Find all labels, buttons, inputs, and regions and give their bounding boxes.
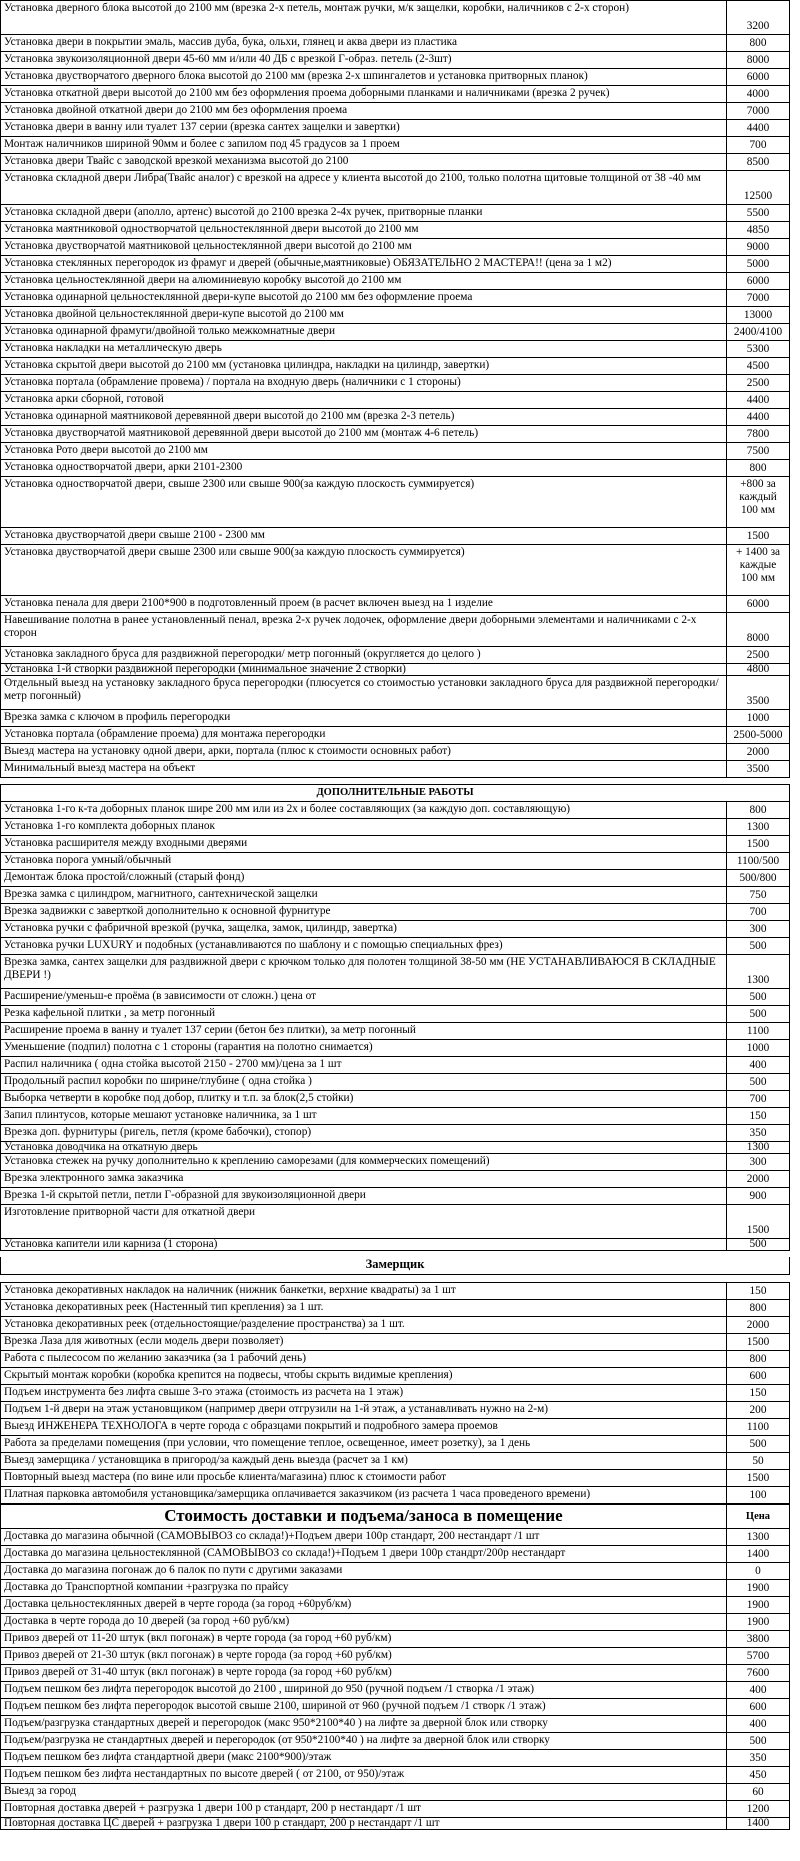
table-row xyxy=(1,938,790,955)
service-name: Повторная доставка ЦС дверей + разгрузка 1 двери 100 р стандарт, 200 р нестандарт /1 шт xyxy=(1,1817,727,1829)
service-price: 2500-5000 xyxy=(727,727,790,744)
service-name: Установка двустворчатой двери свыше 2100 - 2300 мм xyxy=(1,528,727,545)
service-price: 800 xyxy=(727,460,790,477)
table-row xyxy=(1,477,790,528)
service-name: Подъем/разгрузка стандартных дверей и перегородок (макс 950*2100*40 ) на лифте за дверной блок или створку xyxy=(1,1715,727,1732)
table-row xyxy=(1,409,790,426)
service-name: Установка звукоизоляционной двери 45-60 мм и/или 40 ДБ с врезкой Г-образ. петель (2-3шт) xyxy=(1,52,727,69)
table-row xyxy=(1,1766,790,1783)
table-row xyxy=(1,460,790,477)
service-price: 2400/4100 xyxy=(727,324,790,341)
service-name: Установка пенала для двери 2100*900 в подготовленный проем (в расчет включен выезд на 1 изделие xyxy=(1,596,727,613)
table-row xyxy=(1,1091,790,1108)
table-row xyxy=(1,1562,790,1579)
service-price: 1900 xyxy=(727,1596,790,1613)
table-row xyxy=(1,836,790,853)
service-price: 1400 xyxy=(727,1817,790,1829)
table-row xyxy=(1,1171,790,1188)
service-price: 150 xyxy=(727,1282,790,1299)
service-name: Доставка до магазина цельностеклянной (САМОВЫВОЗ со склада!)+Подъем 1 двери 100р стандрт/200р нестандарт xyxy=(1,1545,727,1562)
service-name: Выезд ИНЖЕНЕРА ТЕХНОЛОГА в черте города с образцами покрытий и подробного замера проемов xyxy=(1,1418,727,1435)
table-row xyxy=(1,921,790,938)
service-price: + 1400 за каждые 100 мм xyxy=(727,545,790,596)
service-name: Врезка замка, сантех защелки для раздвижной двери с крючком только для полотен толщиной 38-50 мм (НЕ УСТАНАВЛИВАЮСЯ В СКЛАДНЫЕ ДВЕРИ !) xyxy=(1,955,727,989)
service-price: 500 xyxy=(727,938,790,955)
service-price: 1500 xyxy=(727,1333,790,1350)
service-name: Распил наличника ( одна стойка высотой 2150 - 2700 мм)/цена за 1 шт xyxy=(1,1057,727,1074)
service-price: 1500 xyxy=(727,528,790,545)
service-name: Врезка Лаза для животных (если модель двери позволяет) xyxy=(1,1333,727,1350)
table-row xyxy=(1,1350,790,1367)
service-name: Подъем 1-й двери на этаж установщиком (например двери отгрузили на 1-й этаж, а устанавливать нужно на 2-м) xyxy=(1,1401,727,1418)
service-price: 5700 xyxy=(727,1647,790,1664)
table-row xyxy=(1,904,790,921)
service-price: 5500 xyxy=(727,205,790,222)
table-row xyxy=(1,222,790,239)
service-price: 400 xyxy=(727,1057,790,1074)
table-row xyxy=(1,1579,790,1596)
service-name: Врезка замка с цилиндром, магнитного, сантехнической защелки xyxy=(1,887,727,904)
service-name: Повторная доставка дверей + разгрузка 1 двери 100 р стандарт, 200 р нестандарт /1 шт xyxy=(1,1800,727,1817)
table-row xyxy=(1,1282,790,1299)
table-row xyxy=(1,205,790,222)
service-name: Продольный распил коробки по ширине/глубине ( одна стойка ) xyxy=(1,1074,727,1091)
service-price: 8000 xyxy=(727,613,790,647)
table-row xyxy=(1,1749,790,1766)
service-price: 8000 xyxy=(727,52,790,69)
table-row xyxy=(1,710,790,727)
service-name: Установка двустворчатого дверного блока высотой до 2100 мм (врезка 2-х шпингалетов и установка притворных планок) xyxy=(1,69,727,86)
table-row xyxy=(1,256,790,273)
table-row xyxy=(1,545,790,596)
table-row xyxy=(1,727,790,744)
service-price: 6000 xyxy=(727,273,790,290)
service-price: 4500 xyxy=(727,358,790,375)
service-price: 2500 xyxy=(727,647,790,664)
service-name: Доставка цельностеклянных дверей в черте города (за город +60руб/км) xyxy=(1,1596,727,1613)
table-row xyxy=(1,52,790,69)
service-price: 4400 xyxy=(727,120,790,137)
service-price: 1100 xyxy=(727,1418,790,1435)
service-name: Установка двустворчатой маятниковой деревянной двери высотой до 2100 мм (монтаж 4-6 петель) xyxy=(1,426,727,443)
service-price: 1300 xyxy=(727,819,790,836)
table-row xyxy=(1,1188,790,1205)
measurer-table xyxy=(0,1257,790,1504)
service-price: 500 xyxy=(727,1006,790,1023)
service-name: Привоз дверей от 21-30 штук (вкл погонаж) в черте города (за город +60 руб/км) xyxy=(1,1647,727,1664)
table-row xyxy=(1,120,790,137)
service-price: 3500 xyxy=(727,676,790,710)
service-name: Запил плинтусов, которые мешают установке наличника, за 1 шт xyxy=(1,1108,727,1125)
service-price: 500 xyxy=(727,989,790,1006)
table-row xyxy=(1,137,790,154)
service-name: Установка двустворчатой двери свыше 2300 или свыше 900(за каждую плоскость суммируется) xyxy=(1,545,727,596)
table-row xyxy=(1,1384,790,1401)
service-price: 13000 xyxy=(727,307,790,324)
service-price: 1000 xyxy=(727,710,790,727)
service-name: Установка складной двери Либра(Твайс аналог) с врезкой на адресе у клиента высотой до 2100, только полотна щитовые толщиной от 38 -40 мм xyxy=(1,171,727,205)
table-row xyxy=(1,154,790,171)
table-row xyxy=(1,1486,790,1503)
service-price: 4850 xyxy=(727,222,790,239)
service-price: 50 xyxy=(727,1452,790,1469)
service-name: Установка маятниковой одностворчатой цельностеклянной двери высотой до 2100 мм xyxy=(1,222,727,239)
service-price: 4400 xyxy=(727,392,790,409)
service-name: Установка одинарной маятниковой деревянной двери высотой до 2100 мм (врезка 2-3 петель) xyxy=(1,409,727,426)
service-price: 60 xyxy=(727,1783,790,1800)
service-price: 1500 xyxy=(727,1205,790,1239)
table-row xyxy=(1,802,790,819)
table-row xyxy=(1,1316,790,1333)
service-name: Платная парковка автомобиля установщика/замерщика оплачивается заказчиком (из расчета 1 часа проведеного времени) xyxy=(1,1486,727,1503)
service-name: Отдельный выезд на установку закладного бруса перегородки (плюсуется со стоимостью установки закладного бруса для раздвижной перегородки/ метр погонный) xyxy=(1,676,727,710)
table-row xyxy=(1,853,790,870)
table-row xyxy=(1,1142,790,1154)
service-price: 700 xyxy=(727,1091,790,1108)
service-price: 12500 xyxy=(727,171,790,205)
table-row xyxy=(1,1715,790,1732)
service-name: Установка скрытой двери высотой до 2100 мм (установка цилиндра, накладки на цилиндр, завертки) xyxy=(1,358,727,375)
service-price: 7000 xyxy=(727,103,790,120)
service-price: 200 xyxy=(727,1401,790,1418)
service-name: Работа с пылесосом по желанию заказчика (за 1 рабочий день) xyxy=(1,1350,727,1367)
table-row xyxy=(1,1401,790,1418)
table-row xyxy=(1,341,790,358)
main-works-table xyxy=(0,0,790,778)
table-row xyxy=(1,989,790,1006)
service-name: Врезка доп. фурнитуры (ригель, петля (кроме бабочки), стопор) xyxy=(1,1125,727,1142)
table-row xyxy=(1,239,790,256)
service-price: 3500 xyxy=(727,761,790,778)
service-name: Привоз дверей от 31-40 штук (вкл погонаж) в черте города (за город +60 руб/км) xyxy=(1,1664,727,1681)
table-row xyxy=(1,375,790,392)
table-row xyxy=(1,676,790,710)
service-name: Расширение/уменьш-е проёма (в зависимости от сложн.) цена от xyxy=(1,989,727,1006)
service-name: Установка 1-й створки раздвижной перегородки (минимальное значение 2 створки) xyxy=(1,664,727,676)
service-price: 2000 xyxy=(727,1316,790,1333)
service-name: Врезка электронного замка заказчика xyxy=(1,1171,727,1188)
service-name: Привоз дверей от 11-20 штук (вкл погонаж) в черте города (за город +60 руб/км) xyxy=(1,1630,727,1647)
service-price: 350 xyxy=(727,1125,790,1142)
service-name: Доставка в черте города до 10 дверей (за город +60 руб/км) xyxy=(1,1613,727,1630)
service-price: 350 xyxy=(727,1749,790,1766)
table-row xyxy=(1,69,790,86)
table-row xyxy=(1,392,790,409)
service-price: 500 xyxy=(727,1239,790,1251)
service-price: 4000 xyxy=(727,86,790,103)
service-price: 800 xyxy=(727,1299,790,1316)
service-price: 1400 xyxy=(727,1545,790,1562)
service-name: Изготовление притворной части для откатной двери xyxy=(1,1205,727,1239)
service-name: Установка двери в ванну или туалет 137 серии (врезка сантех защелки и завертки) xyxy=(1,120,727,137)
service-price: 3800 xyxy=(727,1630,790,1647)
table-row xyxy=(1,35,790,52)
service-name: Выезд замерщика / установщика в пригород/за каждый день выезда (расчет за 1 км) xyxy=(1,1452,727,1469)
service-name: Доставка до Транспортной компании +разгрузка по прайсу xyxy=(1,1579,727,1596)
table-row xyxy=(1,955,790,989)
service-price: 6000 xyxy=(727,69,790,86)
service-name: Выезд мастера на установку одной двери, арки, портала (плюс к стоимости основных работ) xyxy=(1,744,727,761)
table-row xyxy=(1,1435,790,1452)
service-price: 5300 xyxy=(727,341,790,358)
service-name: Резка кафельной плитки , за метр погонный xyxy=(1,1006,727,1023)
service-price: 1300 xyxy=(727,1142,790,1154)
service-price: 600 xyxy=(727,1698,790,1715)
table-row xyxy=(1,1630,790,1647)
table-row xyxy=(1,528,790,545)
service-price: 4800 xyxy=(727,664,790,676)
service-name: Доставка до магазина погонаж до 6 палок по пути с другими заказами xyxy=(1,1562,727,1579)
service-name: Установка двустворчатой маятниковой цельностеклянной двери высотой до 2100 мм xyxy=(1,239,727,256)
service-price: 6000 xyxy=(727,596,790,613)
table-row xyxy=(1,1469,790,1486)
service-price: 3200 xyxy=(727,1,790,35)
service-name: Установка закладного бруса для раздвижной перегородки/ метр погонный (округляется до целого ) xyxy=(1,647,727,664)
service-name: Установка двойной цельностеклянной двери-купе высотой до 2100 мм xyxy=(1,307,727,324)
table-row xyxy=(1,613,790,647)
service-name: Установка двойной откатной двери до 2100 мм без оформления проема xyxy=(1,103,727,120)
service-name: Установка одностворчатой двери, свыше 2300 или свыше 900(за каждую плоскость суммируется) xyxy=(1,477,727,528)
service-price: 1900 xyxy=(727,1613,790,1630)
table-row xyxy=(1,1333,790,1350)
service-name: Демонтаж блока простой/сложный (старый фонд) xyxy=(1,870,727,887)
service-name: Установка стеклянных перегородок из фрамуг и дверей (обычные,маятниковые) ОБЯЗАТЕЛЬНО 2 МАСТЕРА!! (цена за 1 м2) xyxy=(1,256,727,273)
service-name: Минимальный выезд мастера на объект xyxy=(1,761,727,778)
price-column-header: Цена xyxy=(727,1504,790,1528)
extra-works-title: ДОПОЛНИТЕЛЬНЫЕ РАБОТЫ xyxy=(1,785,790,802)
table-row xyxy=(1,1698,790,1715)
service-price: 5000 xyxy=(727,256,790,273)
table-row xyxy=(1,1205,790,1239)
service-name: Врезка 1-й скрытой петли, петли Г-образной для звукоизоляционной двери xyxy=(1,1188,727,1205)
delivery-title: Стоимость доставки и подъема/заноса в помещение xyxy=(1,1504,727,1528)
service-price: 0 xyxy=(727,1562,790,1579)
service-name: Расширение проема в ванну и туалет 137 серии (бетон без плитки), за метр погонный xyxy=(1,1023,727,1040)
service-name: Выезд за город xyxy=(1,1783,727,1800)
service-price: 500 xyxy=(727,1074,790,1091)
table-row xyxy=(1,1108,790,1125)
table-row xyxy=(1,1418,790,1435)
service-name: Подъем инструмента без лифта свыше 3-го этажа (стоимость из расчета на 1 этаж) xyxy=(1,1384,727,1401)
table-row xyxy=(1,86,790,103)
table-row xyxy=(1,290,790,307)
table-row xyxy=(1,1,790,35)
table-row xyxy=(1,664,790,676)
service-price: 2000 xyxy=(727,744,790,761)
service-name: Выборка четверти в коробке под добор, плитку и т.п. за блок(2,5 стойки) xyxy=(1,1091,727,1108)
table-row xyxy=(1,1023,790,1040)
service-price: 1200 xyxy=(727,1800,790,1817)
service-name: Доставка до магазина обычной (САМОВЫВОЗ со склада!)+Подъем двери 100р стандарт, 200 нестандарт /1 шт xyxy=(1,1528,727,1545)
table-row xyxy=(1,1545,790,1562)
table-row xyxy=(1,273,790,290)
measurer-title: Замерщик xyxy=(1,1257,790,1274)
service-price: 1500 xyxy=(727,1469,790,1486)
service-price: 450 xyxy=(727,1766,790,1783)
table-row xyxy=(1,1057,790,1074)
service-price: 2500 xyxy=(727,375,790,392)
table-row xyxy=(1,1681,790,1698)
service-name: Установка одностворчатой двери, арки 2101-2300 xyxy=(1,460,727,477)
table-row xyxy=(1,761,790,778)
table-row xyxy=(1,443,790,460)
table-row xyxy=(1,307,790,324)
service-name: Установка двери Твайс с заводской врезкой механизма высотой до 2100 xyxy=(1,154,727,171)
service-name: Подъем пешком без лифта перегородок высотой до 2100 , шириной до 950 (ручной подъем /1 створка /1 этаж) xyxy=(1,1681,727,1698)
table-row xyxy=(1,1154,790,1171)
service-price: 600 xyxy=(727,1367,790,1384)
service-price: +800 за каждый 100 мм xyxy=(727,477,790,528)
service-price: 800 xyxy=(727,35,790,52)
service-name: Установка портала (обрамление проема) для монтажа перегородки xyxy=(1,727,727,744)
table-row xyxy=(1,426,790,443)
table-row xyxy=(1,358,790,375)
table-row xyxy=(1,171,790,205)
service-price: 1300 xyxy=(727,955,790,989)
service-name: Установка одинарной цельностеклянной двери-купе высотой до 2100 мм без оформление проема xyxy=(1,290,727,307)
service-price: 1000 xyxy=(727,1040,790,1057)
service-name: Уменьшение (подпил) полотна с 1 стороны (гарантия на полотно снимается) xyxy=(1,1040,727,1057)
service-name: Монтаж наличников шириной 90мм и более с запилом под 45 градусов за 1 проем xyxy=(1,137,727,154)
service-name: Установка ручки с фабричной врезкой (ручка, защелка, замок, цилиндр, завертка) xyxy=(1,921,727,938)
service-name: Установка стежек на ручку дополнительно к креплению саморезами (для коммерческих помещений) xyxy=(1,1154,727,1171)
service-price: 300 xyxy=(727,1154,790,1171)
table-row xyxy=(1,1299,790,1316)
service-name: Установка одинарной фрамуги/двойной только межкомнатные двери xyxy=(1,324,727,341)
extra-works-table xyxy=(0,784,790,1251)
table-row xyxy=(1,1239,790,1251)
table-row xyxy=(1,744,790,761)
table-row xyxy=(1,647,790,664)
service-price: 800 xyxy=(727,802,790,819)
service-price: 100 xyxy=(727,1486,790,1503)
table-row xyxy=(1,1613,790,1630)
service-name: Установка накладки на металлическую дверь xyxy=(1,341,727,358)
service-name: Врезка задвижки с заверткой дополнительно к основной фурнитуре xyxy=(1,904,727,921)
service-price: 700 xyxy=(727,904,790,921)
table-row xyxy=(1,1125,790,1142)
table-row xyxy=(1,1800,790,1817)
service-price: 7000 xyxy=(727,290,790,307)
service-price: 500 xyxy=(727,1732,790,1749)
service-name: Установка ручки LUXURY и подобных (устанавливаются по шаблону и с помощью специальных фрез) xyxy=(1,938,727,955)
service-name: Установка расширителя между входными дверями xyxy=(1,836,727,853)
table-row xyxy=(1,1367,790,1384)
table-row xyxy=(1,324,790,341)
service-price: 1900 xyxy=(727,1579,790,1596)
service-price: 7600 xyxy=(727,1664,790,1681)
service-price: 4400 xyxy=(727,409,790,426)
service-name: Подъем/разгрузка не стандартных дверей и перегородок (от 950*2100*40 ) на лифте за дверной блок или створку xyxy=(1,1732,727,1749)
service-price: 900 xyxy=(727,1188,790,1205)
service-price: 1500 xyxy=(727,836,790,853)
service-name: Установка декоративных реек (Настенный тип крепления) за 1 шт. xyxy=(1,1299,727,1316)
table-row xyxy=(1,596,790,613)
service-name: Установка арки сборной, готовой xyxy=(1,392,727,409)
table-row xyxy=(1,103,790,120)
service-name: Установка капители или карниза (1 сторона) xyxy=(1,1239,727,1251)
table-row xyxy=(1,819,790,836)
table-row xyxy=(1,1783,790,1800)
service-name: Скрытый монтаж коробки (коробка крепится на подвесы, чтобы скрыть видимые крепления) xyxy=(1,1367,727,1384)
service-name: Установка откатной двери высотой до 2100 мм без оформления проема доборными планками и наличниками (врезка 2 ручек) xyxy=(1,86,727,103)
service-price: 500 xyxy=(727,1435,790,1452)
delivery-table xyxy=(0,1504,790,1830)
table-row xyxy=(1,1452,790,1469)
service-price: 700 xyxy=(727,137,790,154)
service-name: Установка цельностеклянной двери на алюминиевую коробку высотой до 2100 мм xyxy=(1,273,727,290)
service-name: Установка декоративных реек (отдельностоящие/разделение пространства) за 1 шт. xyxy=(1,1316,727,1333)
service-name: Установка порога умный/обычный xyxy=(1,853,727,870)
service-name: Подъем пешком без лифта нестандартных по высоте дверей ( от 2100, от 950)/этаж xyxy=(1,1766,727,1783)
table-row xyxy=(1,1596,790,1613)
service-price: 7500 xyxy=(727,443,790,460)
service-name: Установка двери в покрытии эмаль, массив дуба, бука, ольхи, глянец и аква двери из пластика xyxy=(1,35,727,52)
service-name: Установка портала (обрамление провема) / портала на входную дверь (наличники с 1 стороны) xyxy=(1,375,727,392)
service-name: Врезка замка с ключом в профиль перегородки xyxy=(1,710,727,727)
service-price: 150 xyxy=(727,1384,790,1401)
service-price: 1100/500 xyxy=(727,853,790,870)
service-price: 750 xyxy=(727,887,790,904)
table-row xyxy=(1,1528,790,1545)
table-row xyxy=(1,1732,790,1749)
service-name: Установка доводчика на откатную дверь xyxy=(1,1142,727,1154)
service-price: 400 xyxy=(727,1715,790,1732)
service-price: 2000 xyxy=(727,1171,790,1188)
service-price: 8500 xyxy=(727,154,790,171)
service-price: 1300 xyxy=(727,1528,790,1545)
service-name: Установка Рото двери высотой до 2100 мм xyxy=(1,443,727,460)
service-price: 7800 xyxy=(727,426,790,443)
service-name: Установка складной двери (аполло, артенс) высотой до 2100 врезка 2-4х ручек, притворные планки xyxy=(1,205,727,222)
table-row xyxy=(1,887,790,904)
table-row xyxy=(1,1647,790,1664)
table-row xyxy=(1,1664,790,1681)
service-price: 9000 xyxy=(727,239,790,256)
service-name: Установка дверного блока высотой до 2100 мм (врезка 2-х петель, монтаж ручки, м/к защелки, коробки, наличников с 2-х сторон) xyxy=(1,1,727,35)
service-name: Повторный выезд мастера (по вине или просьбе клиента/магазина) плюс к стоимости работ xyxy=(1,1469,727,1486)
service-name: Работа за пределами помещения (при условии, что помещение теплое, освещенное, имеет розетку), за 1 день xyxy=(1,1435,727,1452)
service-name: Подъем пешком без лифта стандартной двери (макс 2100*900)/этаж xyxy=(1,1749,727,1766)
service-price: 150 xyxy=(727,1108,790,1125)
service-price: 500/800 xyxy=(727,870,790,887)
table-row xyxy=(1,1040,790,1057)
service-price: 300 xyxy=(727,921,790,938)
service-name: Подъем пешком без лифта перегородок высотой свыше 2100, шириной от 960 (ручной подъем /1 створк /1 этаж) xyxy=(1,1698,727,1715)
table-row xyxy=(1,1817,790,1829)
table-row xyxy=(1,1074,790,1091)
table-row xyxy=(1,870,790,887)
service-name: Установка 1-го комплекта доборных планок xyxy=(1,819,727,836)
service-price: 800 xyxy=(727,1350,790,1367)
service-name: Установка декоративных накладок на наличник (нижник банкетки, верхние квадраты) за 1 шт xyxy=(1,1282,727,1299)
table-row xyxy=(1,1006,790,1023)
service-price: 400 xyxy=(727,1681,790,1698)
service-name: Навешивание полотна в ранее установленный пенал, врезка 2-х ручек лодочек, оформление двери доборными элементами и наличниками с 2-х сторон xyxy=(1,613,727,647)
service-price: 1100 xyxy=(727,1023,790,1040)
service-name: Установка 1-го к-та доборных планок шире 200 мм или из 2х и более составляющих (за каждую доп. составляющую) xyxy=(1,802,727,819)
